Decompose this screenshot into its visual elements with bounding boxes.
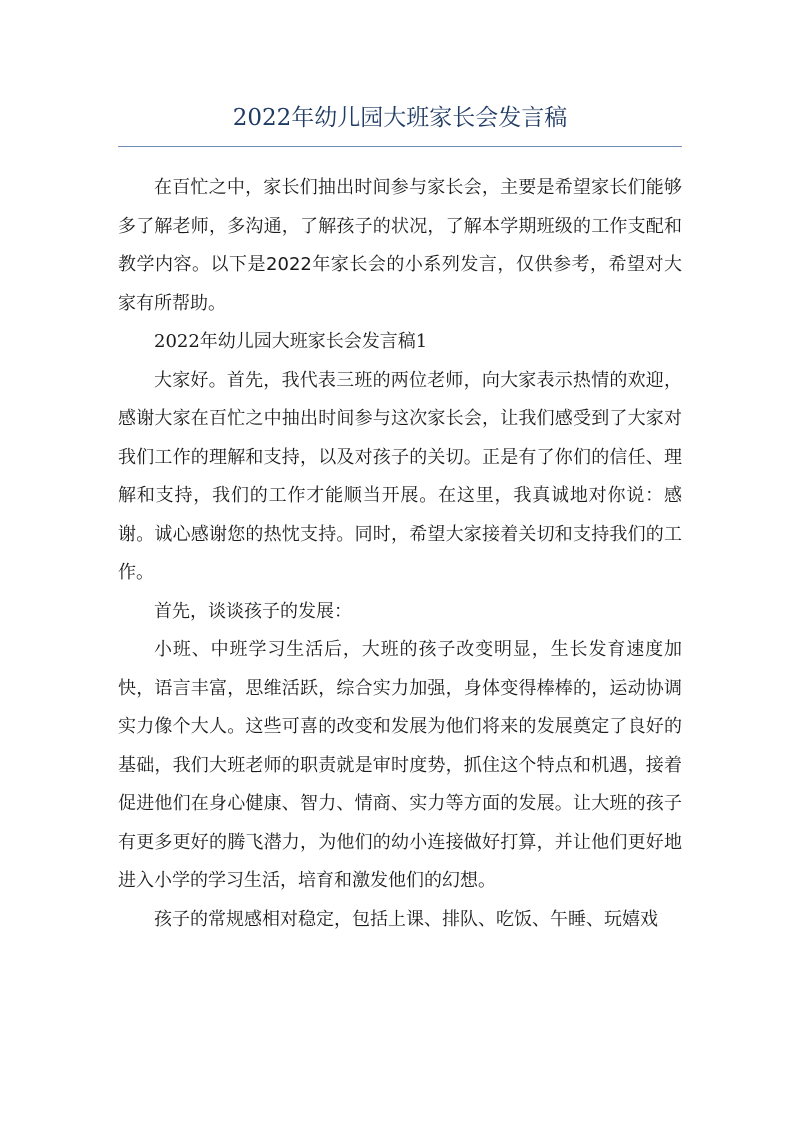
topic-heading: 首先，谈谈孩子的发展： bbox=[154, 600, 352, 622]
document-title: 2022年幼儿园大班家长会发言稿 bbox=[232, 105, 568, 131]
body-paragraph: 大家好。首先，我代表三班的两位老师，向大家表示热情的欢迎，感谢大家在百忙之中抽出时间参与这次家长会，让我们感受到了大家对我们工作的理解和支持，以及对孩子的关切。正是有了你们的信任、理解和支持，我们的工作才能顺当开展。在这里，我真诚地对你说：感谢。诚心感谢您的热忱支持。同时，希望大家接着关切和支持我们的工作。 bbox=[118, 369, 682, 583]
section-heading: 2022年幼儿园大班家长会发言稿1 bbox=[154, 331, 428, 352]
body-paragraph: 孩子的常规感相对稳定，包括上课、排队、吃饭、午睡、玩嬉戏 bbox=[154, 908, 658, 930]
title-divider bbox=[118, 146, 682, 147]
body-paragraph: 小班、中班学习生活后，大班的孩子改变明显，生长发育速度加快，语言丰富，思维活跃，综合实力加强，身体变得棒棒的，运动协调实力像个大人。这些可喜的改变和发展为他们将来的发展奠定了良好的基础，我们大班老师的职责就是审时度势，抓住这个特点和机遇，接着促进他们在身心健康、智力、情商、实力等方面的发展。让大班的孩子有更多更好的腾飞潜力，为他们的幼小连接做好打算，并让他们更好地进入小学的学习生活，培育和激发他们的幻想。 bbox=[118, 639, 682, 891]
intro-paragraph: 在百忙之中，家长们抽出时间参与家长会，主要是希望家长们能够多了解老师，多沟通，了解孩子的状况，了解本学期班级的工作支配和教学内容。以下是2022年家长会的小系列发言，仅供参考，希望对大家有所帮助。 bbox=[118, 177, 682, 314]
document-body bbox=[118, 169, 682, 939]
